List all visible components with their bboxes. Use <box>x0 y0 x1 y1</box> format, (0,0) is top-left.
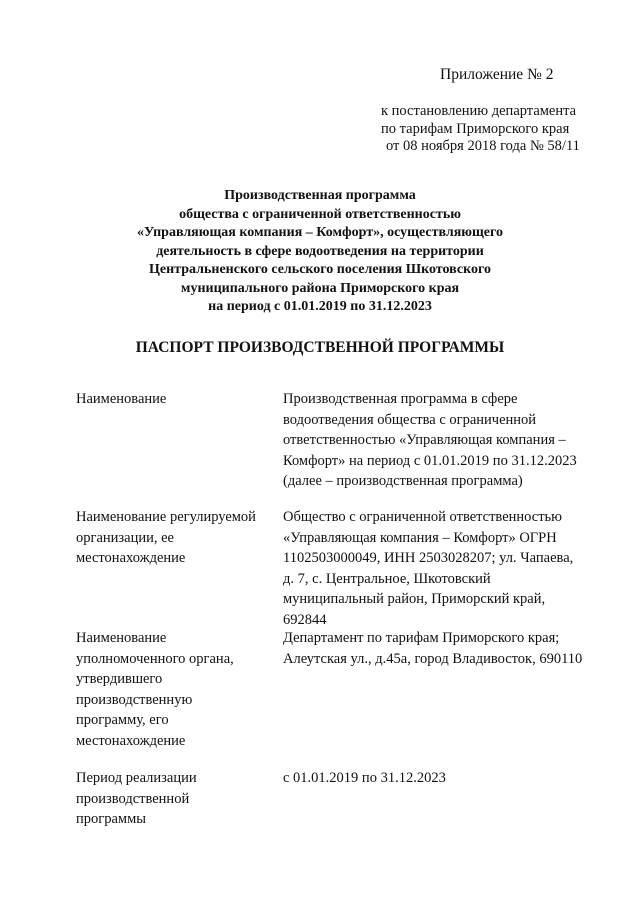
label-line: Период реализации <box>76 770 197 786</box>
value-line: Департамент по тарифам Приморского края; <box>283 630 560 646</box>
row-label <box>76 628 276 751</box>
reference-line: к постановлению департамента <box>381 103 577 119</box>
row-value <box>283 628 603 669</box>
reference-line: по тарифам Приморского края <box>381 120 570 137</box>
label-line: организации, ее <box>76 529 174 546</box>
value-line: 692844 <box>283 611 327 628</box>
value-line: ответственностью «Управляющая компания – <box>283 432 566 448</box>
value-line: 1102503000049, ИНН 2503028207; ул. Чапаева, <box>283 550 574 566</box>
row-value <box>283 389 603 492</box>
title-line: Производственная программа <box>224 188 416 203</box>
label-line: производственную <box>76 691 193 708</box>
title-line: общества с ограниченной ответственностью <box>179 206 461 222</box>
passport-heading: ПАСПОРТ ПРОИЗВОДСТВЕННОЙ ПРОГРАММЫ <box>135 339 505 356</box>
label-line: утвердившего <box>76 671 163 687</box>
value-line: д. 7, с. Центральное, Шкотовский <box>283 570 491 587</box>
title-line: Центральненского сельского поселения Шкотовского <box>149 262 491 277</box>
label-line: уполномоченного органа, <box>76 650 234 667</box>
value-line: Общество с ограниченной ответственностью <box>283 509 562 525</box>
label-line: Наименование <box>76 391 167 407</box>
label-line: местонахождение <box>76 732 186 749</box>
value-line: Алеутская ул., д.45а, город Владивосток, 690110 <box>283 650 583 667</box>
row-value <box>283 507 603 630</box>
title-line: «Управляющая компания – Комфорт», осуществляющего <box>136 225 504 240</box>
value-line: водоотведения общества с ограниченной <box>283 411 537 428</box>
value-line: (далее – производственная программа) <box>283 473 523 489</box>
program-title <box>0 187 640 317</box>
title-line: на период с 01.01.2019 по 31.12.2023 <box>208 299 432 314</box>
value-line: Комфорт» на период с 01.01.2019 по 31.12.2023 <box>283 452 577 469</box>
row-label <box>76 768 276 830</box>
value-line: «Управляющая компания – Комфорт» ОГРН <box>283 529 557 546</box>
resolution-reference <box>381 103 580 156</box>
label-line: производственной <box>76 790 190 807</box>
row-label <box>76 389 276 410</box>
title-line: деятельность в сфере водоотведения на территории <box>156 243 484 259</box>
row-label <box>76 507 276 569</box>
label-line: программы <box>76 811 146 827</box>
label-line: Наименование регулируемой <box>76 509 256 525</box>
label-line: местонахождение <box>76 550 186 566</box>
value-line: с 01.01.2019 по 31.12.2023 <box>283 770 446 786</box>
appendix-number: Приложение № 2 <box>440 66 554 83</box>
row-value <box>283 768 603 789</box>
title-line: муниципального района Приморского края <box>180 280 460 296</box>
label-line: программу, его <box>76 712 169 728</box>
label-line: Наименование <box>76 630 167 646</box>
value-line: муниципальный район, Приморский край, <box>283 591 546 607</box>
reference-line: от 08 ноября 2018 года № 58/11 <box>386 138 580 154</box>
value-line: Производственная программа в сфере <box>283 391 518 407</box>
